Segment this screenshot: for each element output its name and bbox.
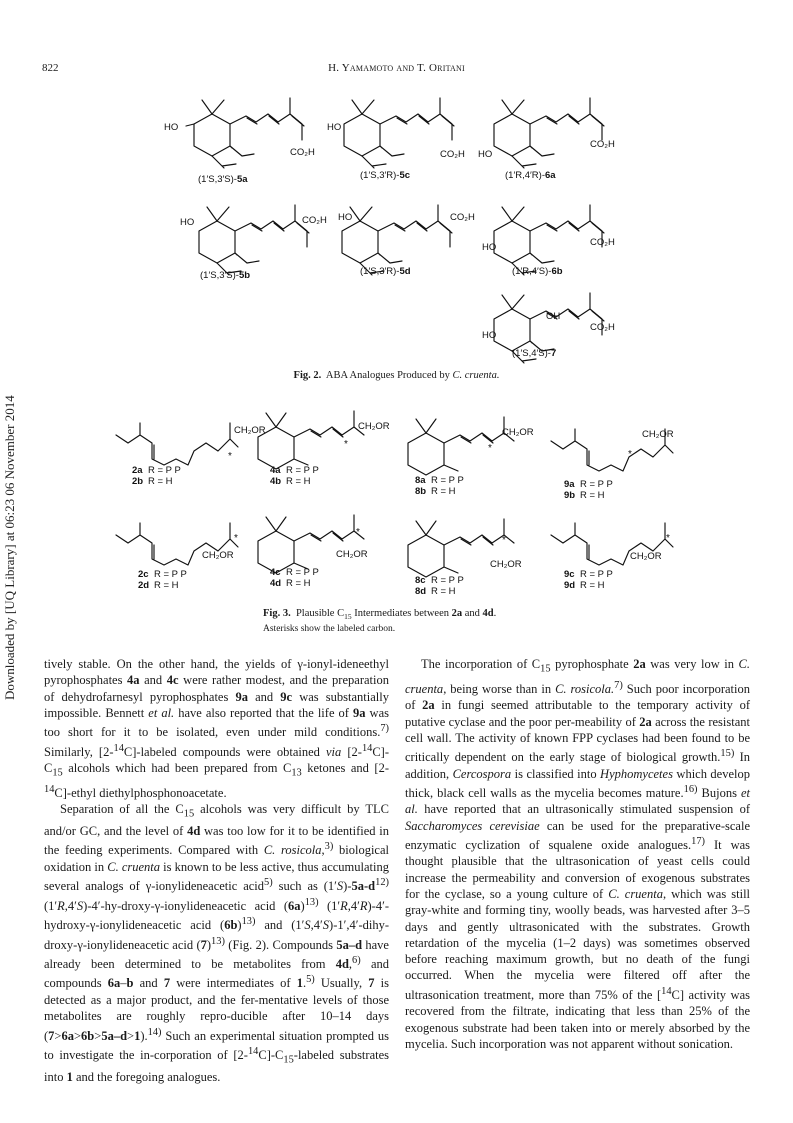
structure-5b	[180, 205, 327, 275]
compound-r-4a: R = P P	[286, 465, 319, 476]
structure-2ab	[116, 423, 266, 465]
compound-r-4c: R = P P	[286, 567, 319, 578]
figure-3-caption-note: Asterisks show the labeled carbon.	[263, 624, 396, 634]
compound-id-8c: 8c	[415, 575, 426, 586]
compound-id-2b: 2b	[132, 476, 144, 487]
compound-id-8b: 8b	[415, 486, 427, 497]
ho-group: HO	[338, 212, 353, 223]
compound-r-8a: R = P P	[431, 475, 464, 486]
ch2or-group: CH₂OR	[234, 425, 266, 436]
figure-2	[150, 85, 670, 370]
ch2or-group: CH₂OR	[630, 551, 662, 562]
label-asterisk: *	[356, 527, 360, 538]
compound-r-8b: R = H	[431, 486, 456, 497]
compound-r-4b: R = H	[286, 476, 311, 487]
ho-group: HO	[327, 122, 342, 133]
compound-label-6a: (1′R,4′R)-6a	[505, 170, 556, 181]
compound-id-4c: 4c	[270, 567, 281, 578]
co2h-group: CO₂H	[590, 322, 615, 333]
label-asterisk: *	[234, 533, 238, 544]
page-number: 822	[42, 62, 59, 74]
compound-id-9b: 9b	[564, 490, 576, 501]
ho-group: HO	[482, 330, 497, 341]
compound-r-8d: R = H	[431, 586, 456, 597]
compound-label-5d: (1′S,3′R)-5d	[360, 266, 411, 277]
co2h-group: CO₂H	[290, 147, 315, 158]
ho-group: HO	[180, 217, 195, 228]
compound-r-9b: R = H	[580, 490, 605, 501]
compound-id-2a: 2a	[132, 465, 143, 476]
co2h-group: CO₂H	[590, 139, 615, 150]
structure-9cd	[551, 523, 673, 565]
paragraph: tively stable. On the other hand, the yields of γ-ionyl-ideneethyl pyrophosphates 4a and 4c were rather modest, and the preparation of dehydrofarnesyl pyrophosphates 9a and 9c was substantially impossible. Bennett et al. have also reported that the life of 9a was too short for it to be isolated, even under mild conditions.$^{7)}$ Similarly, [2-$^{14}$C]-labeled compounds were obtained via $[2-^{14}C]-C_{15}$ alcohols which had been prepared from $C_{13}$ ketones and [2-$^{14}$C]-ethyl diethylphosphonoacetate.	[44, 657, 390, 801]
compound-r-2d: R = H	[154, 580, 179, 591]
compound-r-2a: R = P P	[148, 465, 181, 476]
body-column-left	[44, 656, 389, 1085]
co2h-group: CO₂H	[440, 149, 465, 160]
compound-label-6b: (1′R,4′S)-6b	[512, 266, 563, 277]
ch2or-group: CH₂OR	[202, 550, 234, 561]
compound-r-8c: R = P P	[431, 575, 464, 586]
label-asterisk: *	[228, 451, 232, 462]
label-asterisk: *	[666, 533, 670, 544]
ch2or-group: CH₂OR	[336, 549, 368, 560]
figure-3	[110, 395, 700, 610]
paragraph: The incorporation of $C_{15}$ pyrophosphate 2a was very low in C. cruenta, being worse than in C. rosicola.$^{7)}$ Such poor incorporation of 2a in fungi seemed attributable to the temporary activity of putative cyclase and the poor per-meability of 2a across the resistant cell wall. The activity of known FPP cyclases had been found to be critically dependent on the early stage of biological growth.$^{15)}$ In addition, Cercospora is classified into Hyphomycetes which develop thick, black cell walls as the mycelia becomes mature.$^{16)}$ Bujons et al. have reported that an ultrasonically stimulated suspension of Saccharomyces cerevisiae can be used for the preparative-scale enzymatic cyclization of squalene oxide analogues.$^{17)}$ It was thought plausible that the ultrasonication of yeast cells could increase the permeability and conversion of exogenous substrates for the cyclase, so a young culture of C. cruenta, which was still gray-white and forming tiny, woolly beads, was harvested after 3–5 days and gently ultrasonicated with the substrates. Growth retardation of the mycelia (1–2 days) was sometimes observed before reaching maximum growth, but no death of the fungi occurred. When the mycelia were filtered off after the ultrasonication treatment, more than 75% of the [$^{14}$C] activity was recovered from the filtrate, indicating that less than 25% of the exogenous substrate had been taken into or merely absorbed by the mycelia. Such incorporation was not apparent without sonication.	[405, 657, 751, 1051]
structure-6b	[482, 205, 615, 275]
oh-group: OH	[546, 311, 561, 322]
ho-group: HO	[482, 242, 497, 253]
compound-r-2b: R = H	[148, 476, 173, 487]
compound-r-9d: R = H	[580, 580, 605, 591]
structure-5c	[327, 98, 465, 168]
compound-id-2c: 2c	[138, 569, 149, 580]
structure-5a	[164, 98, 315, 168]
compound-r-2c: R = P P	[154, 569, 187, 580]
structure-5d	[338, 205, 475, 275]
label-asterisk: *	[488, 443, 492, 454]
download-watermark-text: Downloaded by [UQ Library] at 06:23 06 November 2014	[2, 395, 17, 700]
compound-id-8d: 8d	[415, 586, 427, 597]
structure-4ab	[258, 411, 390, 469]
ch2or-group: CH₂OR	[490, 559, 522, 570]
compound-r-9c: R = P P	[580, 569, 613, 580]
compound-id-9c: 9c	[564, 569, 575, 580]
compound-r-9a: R = P P	[580, 479, 613, 490]
compound-label-5c: (1′S,3′R)-5c	[360, 170, 411, 181]
co2h-group: CO₂H	[450, 212, 475, 223]
label-asterisk: *	[344, 439, 348, 450]
structure-2cd	[116, 523, 238, 565]
co2h-group: CO₂H	[302, 215, 327, 226]
running-header-authors	[0, 62, 793, 74]
download-watermark	[2, 395, 17, 700]
structure-9ab	[551, 429, 674, 471]
ho-group: HO	[478, 149, 493, 160]
structure-4cd	[258, 515, 368, 573]
label-asterisk: *	[502, 535, 506, 546]
compound-id-9a: 9a	[564, 479, 575, 490]
compound-id-8a: 8a	[415, 475, 426, 486]
structure-8ab	[408, 417, 534, 475]
label-asterisk: *	[628, 449, 632, 460]
compound-label-5b: (1′S,3′S)-5b	[200, 270, 251, 281]
compound-label-7: (1′S,4′S)-7	[512, 348, 557, 359]
ch2or-group: CH₂OR	[642, 429, 674, 440]
structure-6a	[478, 98, 615, 168]
compound-r-4d: R = H	[286, 578, 311, 589]
compound-id-4b: 4b	[270, 476, 282, 487]
compound-id-9d: 9d	[564, 580, 576, 591]
co2h-group: CO₂H	[590, 237, 615, 248]
figure-3-caption: Fig. 3. Plausible $C_{15}$ Intermediates between 2a and 4d.	[263, 608, 497, 622]
figure-2-caption: Fig. 2. ABA Analogues Produced by C. cruenta.	[293, 370, 500, 381]
compound-label-5a: (1′S,3′S)-5a	[198, 174, 248, 185]
compound-id-4d: 4d	[270, 578, 282, 589]
body-column-right	[405, 656, 750, 1052]
paragraph: Separation of all the $C_{15}$ alcohols was very difficult by TLC and/or GC, and the level of 4d was too low for it to be identified in the feeding experiments. Compared with C. rosicola,$^{3)}$ biological oxidation in C. cruenta is known to be less active, thus accumulating several analogs of γ-ionylideneacetic acid$^{5)}$ such as $(1'S)-5a-d^{12)}$ (1′R,4′S)-4′-hy-droxy-γ-ionylideneacetic acid $(6a)^{13)}$ (1′R,4′R)-4′-hydroxy-γ-ionylideneacetic acid $(6b)^{13)}$ and (1′S,4′S)-1′,4′-dihy-droxy-γ-ionylideneacetic acid $(7)^{13)}$ (Fig. 2). Compounds 5a–d have already been determined to be metabolites from 4d,$^{6)}$ and compounds 6a–b and 7 were intermediates of 1.$^{5)}$ Usually, 7 is detected as a major product, and the fer-mentative levels of those metabolites are roughly repro-ducible after 10–14 days (7>6a>6b>5a–d>1).$^{14)}$ Such an experimental situation prompted us to investigate the in-corporation of $[2-^{14}C]-C_{15}$-labeled substrates into 1 and the foregoing analogues.	[44, 802, 390, 1084]
authors-text: H. Yamamoto and T. Oritani	[328, 62, 465, 74]
structure-8cd	[408, 519, 522, 577]
compound-id-2d: 2d	[138, 580, 150, 591]
compound-id-4a: 4a	[270, 465, 281, 476]
ch2or-group: CH₂OR	[358, 421, 390, 432]
ho-group: HO	[164, 122, 179, 133]
ch2or-group: CH₂OR	[502, 427, 534, 438]
